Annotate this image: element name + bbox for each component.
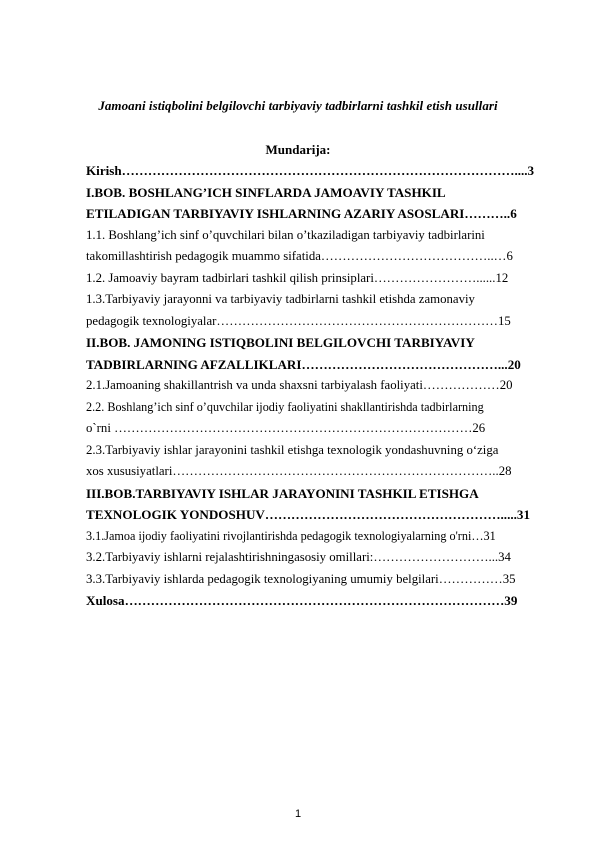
toc-entry-section-2-2-cont: o`rni …………………………………………………………………………26 — [86, 421, 486, 435]
document-title: Jamoani istiqbolini belgilovchi tarbiyaviy tadbirlarni tashkil etish usullari — [98, 98, 498, 113]
toc-heading: Mundarija: — [265, 142, 331, 157]
toc-entry-chapter-3: III.BOB.TARBIYAVIY ISHLAR JARAYONINI TASHKIL ETISHGA — [86, 485, 479, 501]
toc-entry-section-2-1: 2.1.Jamoaning shakillantrish va unda shaxsni tarbiyalash faoliyati………………20 — [86, 378, 513, 392]
table-of-contents — [86, 160, 556, 612]
toc-entry-chapter-3-cont: TEXNOLOGIK YONDOSHUV……………………………………………….....31 — [86, 507, 530, 522]
toc-entry-section-1-2: 1.2. Jamoaviy bayram tadbirlari tashkil qilish prinsiplari……………………......12 — [86, 270, 509, 285]
toc-entry-section-3-2: 3.2.Tarbiyaviy ishlarni rejalashtirishningasosiy omillari:………………………...34 — [86, 550, 511, 564]
toc-entry-section-1-1: 1.1. Boshlang’ich sinf o’quvchilari bilan o’tkaziladigan tarbiyaviy tadbirlarini — [86, 227, 485, 242]
toc-entry-chapter-2: II.BOB. JAMONING ISTIQBOLINI BELGILOVCHI TARBIYAVIY — [86, 335, 475, 350]
toc-entry-section-3-1: 3.1.Jamoa ijodiy faoliyatini rivojlantirishda pedagogik texnologiyalarning o'rni…31 — [86, 528, 496, 543]
toc-entry-section-2-3-cont: xos xususiyatlari…………………………………………………………………..28 — [86, 464, 512, 478]
toc-entry-section-1-3-cont: pedagogik texnologiyalar…………………………………………………………15 — [86, 313, 511, 328]
toc-entry-xulosa: Xulosa……………………………………………………………………………39 — [86, 593, 518, 608]
toc-entry-section-1-1-cont: takomillashtirish pedagogik muammo sifatida…………………………………..…6 — [86, 249, 513, 263]
toc-entry-chapter-2-cont: TADBIRLARNING AFZALLIKLARI………………………………………...20 — [86, 356, 521, 372]
toc-entry-section-1-3: 1.3.Tarbiyaviy jarayonni va tarbiyaviy tadbirlarni tashkil etishda zamonaviy — [86, 292, 475, 306]
toc-entry-kirish: Kirish………………………………………………………………………………....3 — [86, 163, 535, 178]
toc-entry-chapter-1: I.BOB. BOSHLANG’ICH SINFLARDA JAMOAVIY TASHKIL — [86, 184, 446, 200]
toc-entry-section-3-3: 3.3.Tarbiyaviy ishlarda pedagogik texnologiyaning umumiy belgilari……………35 — [86, 571, 516, 586]
page-number: 1 — [294, 808, 302, 820]
toc-entry-section-2-2: 2.2. Boshlang’ich sinf o’quvchilar ijodiy faoliyatini shakllantirishda tadbirlarning — [86, 399, 484, 414]
toc-entry-section-2-3: 2.3.Tarbiyaviy ishlar jarayonini tashkil etishga texnologik yondashuvning o‘ziga — [86, 442, 499, 457]
toc-entry-chapter-1-cont: ETILADIGAN TARBIYAVIY ISHLARNING AZARIY ASOSLARI………..6 — [86, 206, 517, 221]
